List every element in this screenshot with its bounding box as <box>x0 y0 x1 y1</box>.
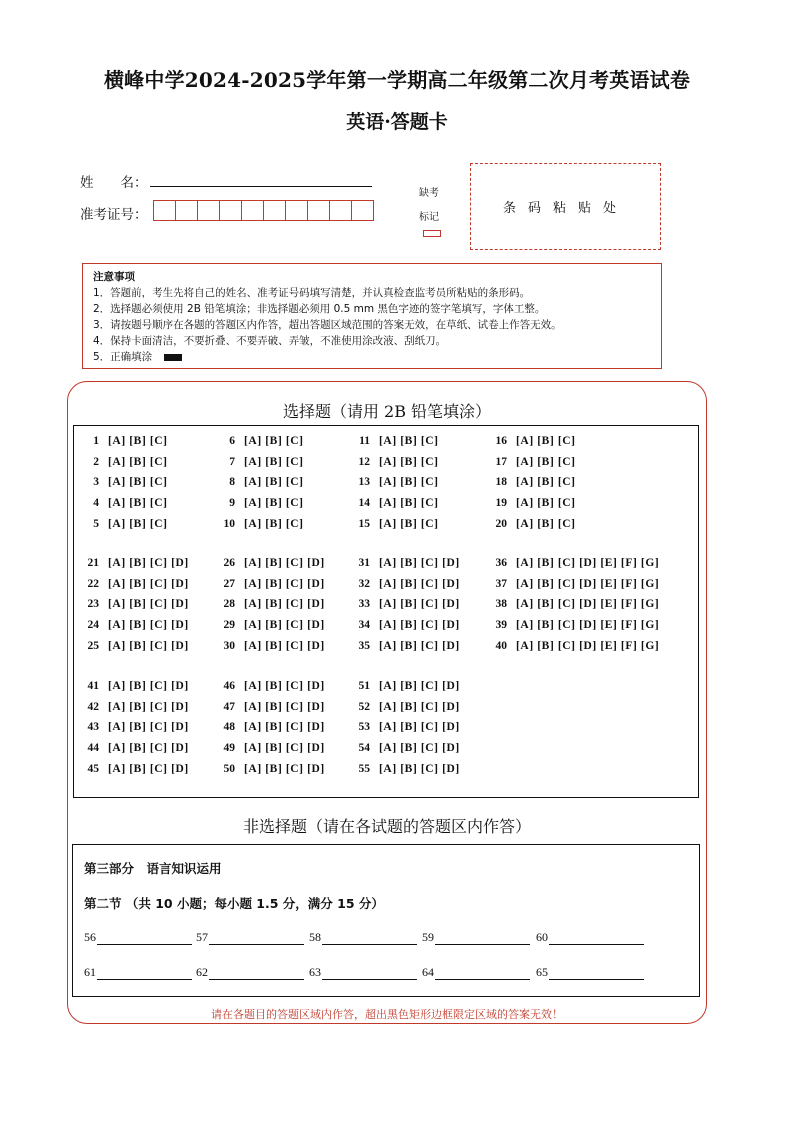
answer-bubbles[interactable]: [A] [B] [C] <box>244 455 304 468</box>
exam-id-digit-box[interactable] <box>219 200 242 221</box>
answer-bubbles[interactable]: [A] [B] [C] <box>516 476 576 489</box>
exam-id-digit-box[interactable] <box>197 200 220 221</box>
answer-bubbles[interactable]: [A] [B] [C] <box>516 435 576 447</box>
question-number: 45 <box>87 762 99 775</box>
question-number: 20 <box>495 517 507 530</box>
exam-id-digit-box[interactable] <box>241 200 264 221</box>
answer-bubbles[interactable]: [A] [B] [C] [D] <box>108 700 189 713</box>
choice-question-46[interactable] <box>222 680 325 692</box>
blank-number: 64 <box>422 965 434 979</box>
choice-question-49[interactable] <box>222 742 325 754</box>
blank-number: 63 <box>309 965 321 979</box>
exam-id-digit-box[interactable] <box>175 200 198 221</box>
answer-bubbles[interactable]: [A] [B] [C] <box>244 517 304 530</box>
answer-bubbles[interactable]: [A] [B] [C] [D] <box>379 639 460 652</box>
question-number: 19 <box>495 497 507 510</box>
section-title: 第二节 （共 10 小题；每小题 1.5 分，满分 15 分） <box>84 896 384 911</box>
answer-bubbles[interactable]: [A] [B] [C] [D] <box>108 639 189 652</box>
choice-question-40[interactable] <box>494 640 659 652</box>
choice-question-30[interactable] <box>222 640 325 652</box>
blank-62[interactable] <box>196 965 304 980</box>
answer-bubbles[interactable]: [A] [B] [C] [D] <box>108 762 189 775</box>
blank-answer-line[interactable] <box>97 967 192 980</box>
question-number: 50 <box>223 762 235 775</box>
answer-bubbles[interactable]: [A] [B] [C] [D] <box>244 639 325 652</box>
choice-question-33[interactable] <box>357 598 460 610</box>
page-subtitle: 英语·答题卡 <box>346 111 448 133</box>
choice-section-title: 选择题（请用 2B 铅笔填涂） <box>282 402 492 421</box>
blank-number: 59 <box>422 930 434 944</box>
question-number: 25 <box>87 639 99 652</box>
question-number: 23 <box>87 598 99 611</box>
choice-question-42[interactable] <box>86 701 189 713</box>
answer-bubbles[interactable]: [A] [B] [C] <box>108 455 168 468</box>
blank-65[interactable] <box>536 965 644 980</box>
absent-mark-box[interactable] <box>423 230 441 237</box>
question-number: 30 <box>223 639 235 652</box>
answer-bubbles[interactable]: [A] [B] [C] [D] <box>244 742 325 755</box>
exam-id-digit-box[interactable] <box>351 200 374 221</box>
question-number: 10 <box>223 517 235 530</box>
question-number: 36 <box>495 557 507 569</box>
notes-title: 注意事项 <box>93 271 135 283</box>
choice-question-53[interactable] <box>357 721 460 733</box>
exam-id-digit-box[interactable] <box>153 200 176 221</box>
answer-bubbles[interactable]: [A] [B] [C] [D] <box>244 700 325 713</box>
name-label: 姓 名： <box>80 175 148 191</box>
question-number: 3 <box>93 476 99 489</box>
question-number: 7 <box>229 455 235 468</box>
answer-bubbles[interactable]: [A] [B] [C] <box>379 455 439 468</box>
question-number: 5 <box>93 517 99 530</box>
blank-answer-line[interactable] <box>97 932 192 945</box>
choice-question-5[interactable] <box>86 518 168 530</box>
absent-mark-label <box>414 182 444 230</box>
choice-question-3[interactable] <box>86 476 168 488</box>
answer-bubbles[interactable]: [A] [B] [C] [D] [E] [F] [G] <box>516 557 660 569</box>
barcode-area <box>470 163 661 250</box>
answer-bubbles[interactable]: [A] [B] [C] [D] <box>379 721 460 734</box>
choice-question-43[interactable] <box>86 721 189 733</box>
exam-id-digit-box[interactable] <box>307 200 330 221</box>
blank-answer-line[interactable] <box>435 967 530 980</box>
choice-question-6[interactable] <box>222 435 304 447</box>
choice-question-45[interactable] <box>86 763 189 775</box>
choice-question-54[interactable] <box>357 742 460 754</box>
blank-answer-line[interactable] <box>549 967 644 980</box>
absent-mark-label-line2: 标记 <box>419 212 439 223</box>
question-number: 13 <box>358 476 370 489</box>
choice-question-28[interactable] <box>222 598 325 610</box>
choice-question-1[interactable] <box>86 435 168 447</box>
answer-bubbles[interactable]: [A] [B] [C] [D] <box>108 619 189 632</box>
choice-question-8[interactable] <box>222 476 304 488</box>
choice-question-25[interactable] <box>86 640 189 652</box>
choice-question-2[interactable] <box>86 456 168 468</box>
choice-question-35[interactable] <box>357 640 460 652</box>
choice-question-14[interactable] <box>357 497 439 509</box>
question-number: 27 <box>223 577 235 590</box>
answer-bubbles[interactable]: [A] [B] [C] [D] <box>379 700 460 713</box>
notes-item: 2．选择题必须使用 2B 铅笔填涂；非选择题必须用 0.5 mm 黑色字迹的签字笔填写，字体工整。 <box>93 303 546 315</box>
choice-question-20[interactable] <box>494 518 576 530</box>
blank-56[interactable] <box>84 930 192 945</box>
choice-question-50[interactable] <box>222 763 325 775</box>
question-number: 15 <box>358 517 370 530</box>
choice-question-36[interactable] <box>494 557 659 569</box>
blank-64[interactable] <box>422 965 530 980</box>
blank-58[interactable] <box>309 930 417 945</box>
question-number: 44 <box>87 742 99 755</box>
answer-bubbles[interactable]: [A] [B] [C] <box>108 435 168 447</box>
notes-item: 1．答题前，考生先将自己的姓名、准考证号码填写清楚，并认真检查监考员所粘贴的条形码。 <box>93 287 531 299</box>
choice-question-34[interactable] <box>357 619 460 631</box>
answer-bubbles[interactable]: [A] [B] [C] <box>516 517 576 530</box>
answer-bubbles[interactable]: [A] [B] [C] [D] <box>244 557 325 569</box>
answer-bubbles[interactable]: [A] [B] [C] [D] [E] [F] [G] <box>516 639 660 652</box>
answer-bubbles[interactable]: [A] [B] [C] [D] <box>379 619 460 632</box>
question-number: 52 <box>358 700 370 713</box>
blank-number: 58 <box>309 930 321 944</box>
choice-question-4[interactable] <box>86 497 168 509</box>
choice-question-44[interactable] <box>86 742 189 754</box>
choice-question-13[interactable] <box>357 476 439 488</box>
choice-question-12[interactable] <box>357 456 439 468</box>
question-number: 14 <box>358 497 370 510</box>
answer-bubbles[interactable]: [A] [B] [C] [D] [E] [F] [G] <box>516 577 660 590</box>
exam-id-digit-box[interactable] <box>329 200 352 221</box>
answer-bubbles[interactable]: [A] [B] [C] [D] <box>108 742 189 755</box>
question-number: 29 <box>223 619 235 632</box>
blank-number: 60 <box>536 930 548 944</box>
question-number: 51 <box>358 680 370 692</box>
question-number: 47 <box>223 700 235 713</box>
answer-bubbles[interactable]: [A] [B] [C] [D] [E] [F] [G] <box>516 598 660 611</box>
choice-question-38[interactable] <box>494 598 659 610</box>
answer-bubbles[interactable]: [A] [B] [C] <box>379 497 439 510</box>
nonchoice-section-title: 非选择题（请在各试题的答题区内作答） <box>242 817 531 836</box>
question-number: 37 <box>495 577 507 590</box>
answer-bubbles[interactable]: [A] [B] [C] <box>108 517 168 530</box>
barcode-label: 条码粘贴处 <box>502 201 628 216</box>
blank-answer-line[interactable] <box>322 967 417 980</box>
question-number: 34 <box>358 619 370 632</box>
question-number: 43 <box>87 721 99 734</box>
answer-bubbles[interactable]: [A] [B] [C] [D] <box>108 557 189 569</box>
notes-item-fill-example <box>93 349 651 365</box>
absent-mark-label-line1: 缺考 <box>419 188 439 199</box>
question-number: 22 <box>87 577 99 590</box>
question-number: 26 <box>223 557 235 569</box>
choice-question-17[interactable] <box>494 456 576 468</box>
choice-question-21[interactable] <box>86 557 189 569</box>
name-field[interactable] <box>150 186 372 187</box>
question-number: 21 <box>87 557 99 569</box>
choice-question-41[interactable] <box>86 680 189 692</box>
blank-number: 62 <box>196 965 208 979</box>
blank-59[interactable] <box>422 930 530 945</box>
answer-bubbles[interactable]: [A] [B] [C] <box>379 517 439 530</box>
choice-question-10[interactable] <box>222 518 304 530</box>
answer-bubbles[interactable]: [A] [B] [C] <box>244 497 304 510</box>
answer-bubbles[interactable]: [A] [B] [C] [D] <box>108 721 189 734</box>
question-number: 33 <box>358 598 370 611</box>
blank-number: 65 <box>536 965 548 979</box>
choice-question-9[interactable] <box>222 497 304 509</box>
part-title: 第三部分 语言知识运用 <box>84 861 222 876</box>
question-number: 12 <box>358 455 370 468</box>
choice-question-55[interactable] <box>357 763 460 775</box>
answer-bubbles[interactable]: [A] [B] [C] <box>244 435 304 447</box>
choice-question-32[interactable] <box>357 578 460 590</box>
answer-bubbles[interactable]: [A] [B] [C] [D] <box>244 680 325 692</box>
blank-answer-line[interactable] <box>549 932 644 945</box>
choice-question-7[interactable] <box>222 456 304 468</box>
exam-id-digit-box[interactable] <box>285 200 308 221</box>
filled-bubble-sample <box>164 354 182 361</box>
answer-bubbles[interactable]: [A] [B] [C] [D] <box>379 680 460 692</box>
question-number: 38 <box>495 598 507 611</box>
choice-question-37[interactable] <box>494 578 659 590</box>
answer-bubbles[interactable]: [A] [B] [C] [D] [E] [F] [G] <box>516 619 660 632</box>
question-number: 1 <box>93 435 99 447</box>
question-number: 4 <box>93 497 99 510</box>
question-number: 18 <box>495 476 507 489</box>
answer-bubbles[interactable]: [A] [B] [C] [D] <box>379 598 460 611</box>
answer-bubbles[interactable]: [A] [B] [C] <box>516 455 576 468</box>
question-number: 11 <box>359 435 370 447</box>
answer-bubbles[interactable]: [A] [B] [C] [D] <box>244 598 325 611</box>
answer-bubbles[interactable]: [A] [B] [C] <box>108 497 168 510</box>
choice-question-11[interactable] <box>357 435 439 447</box>
notes-item: 4．保持卡面清洁，不要折叠、不要弄破、弄皱，不准使用涂改液、刮纸刀。 <box>93 335 447 347</box>
question-number: 46 <box>223 680 235 692</box>
question-number: 6 <box>229 435 235 447</box>
question-number: 49 <box>223 742 235 755</box>
question-number: 35 <box>358 639 370 652</box>
choice-question-51[interactable] <box>357 680 460 692</box>
answer-bubbles[interactable]: [A] [B] [C] <box>108 476 168 489</box>
choice-question-24[interactable] <box>86 619 189 631</box>
choice-question-15[interactable] <box>357 518 439 530</box>
question-number: 53 <box>358 721 370 734</box>
question-number: 16 <box>495 435 507 447</box>
choice-question-39[interactable] <box>494 619 659 631</box>
notes-panel <box>82 263 662 369</box>
answer-bubbles[interactable]: [A] [B] [C] [D] <box>108 680 189 692</box>
blank-answer-line[interactable] <box>322 932 417 945</box>
answer-bubbles[interactable]: [A] [B] [C] [D] <box>379 577 460 590</box>
blank-answer-line[interactable] <box>435 932 530 945</box>
notes-item: 3．请按题号顺序在各题的答题区内作答，超出答题区域范围的答案无效，在草纸、试卷上作答无效。 <box>93 319 562 331</box>
answer-bubbles[interactable]: [A] [B] [C] <box>516 497 576 510</box>
question-number: 17 <box>495 455 507 468</box>
fill-example-label: 5．正确填涂 <box>93 351 153 363</box>
answer-bubbles[interactable]: [A] [B] [C] [D] <box>108 598 189 611</box>
choice-question-48[interactable] <box>222 721 325 733</box>
boundary-warning: 请在各题目的答题区域内作答，超出黑色矩形边框限定区域的答案无效！ <box>211 1008 563 1021</box>
question-number: 42 <box>87 700 99 713</box>
answer-bubbles[interactable]: [A] [B] [C] <box>244 476 304 489</box>
blank-57[interactable] <box>196 930 304 945</box>
exam-id-digit-box[interactable] <box>263 200 286 221</box>
question-number: 48 <box>223 721 235 734</box>
choice-question-19[interactable] <box>494 497 576 509</box>
question-number: 28 <box>223 598 235 611</box>
answer-bubbles[interactable]: [A] [B] [C] [D] <box>379 762 460 775</box>
question-number: 2 <box>93 455 99 468</box>
blank-number: 57 <box>196 930 208 944</box>
question-number: 32 <box>358 577 370 590</box>
question-number: 55 <box>358 762 370 775</box>
choice-question-16[interactable] <box>494 435 576 447</box>
question-number: 24 <box>87 619 99 632</box>
choice-question-29[interactable] <box>222 619 325 631</box>
question-number: 39 <box>495 619 507 632</box>
choice-question-47[interactable] <box>222 701 325 713</box>
choice-question-26[interactable] <box>222 557 325 569</box>
choice-question-23[interactable] <box>86 598 189 610</box>
question-number: 8 <box>229 476 235 489</box>
blank-number: 61 <box>84 965 96 979</box>
page-title: 横峰中学2024-2025学年第一学期高二年级第二次月考英语试卷 <box>103 68 691 92</box>
answer-bubbles[interactable]: [A] [B] [C] [D] <box>244 619 325 632</box>
blank-number: 56 <box>84 930 96 944</box>
blank-answer-line[interactable] <box>209 967 304 980</box>
answer-bubbles[interactable]: [A] [B] [C] <box>379 476 439 489</box>
answer-bubbles[interactable]: [A] [B] [C] [D] <box>244 577 325 590</box>
choice-question-31[interactable] <box>357 557 460 569</box>
blank-answer-line[interactable] <box>209 932 304 945</box>
question-number: 40 <box>495 639 507 652</box>
question-number: 41 <box>87 680 99 692</box>
choice-question-52[interactable] <box>357 701 460 713</box>
answer-bubbles[interactable]: [A] [B] [C] [D] <box>379 742 460 755</box>
answer-bubbles[interactable]: [A] [B] [C] [D] <box>379 557 460 569</box>
answer-bubbles[interactable]: [A] [B] [C] [D] <box>244 721 325 734</box>
question-number: 31 <box>358 557 370 569</box>
exam-id-label: 准考证号： <box>80 207 148 223</box>
answer-bubbles[interactable]: [A] [B] [C] [D] <box>244 762 325 775</box>
blank-63[interactable] <box>309 965 417 980</box>
answer-bubbles[interactable]: [A] [B] [C] <box>379 435 439 447</box>
choice-question-27[interactable] <box>222 578 325 590</box>
blank-61[interactable] <box>84 965 192 980</box>
answer-bubbles[interactable]: [A] [B] [C] [D] <box>108 577 189 590</box>
question-number: 54 <box>358 742 370 755</box>
question-number: 9 <box>229 497 235 510</box>
blank-60[interactable] <box>536 930 644 945</box>
choice-question-22[interactable] <box>86 578 189 590</box>
choice-question-18[interactable] <box>494 476 576 488</box>
exam-id-boxes <box>154 200 374 221</box>
